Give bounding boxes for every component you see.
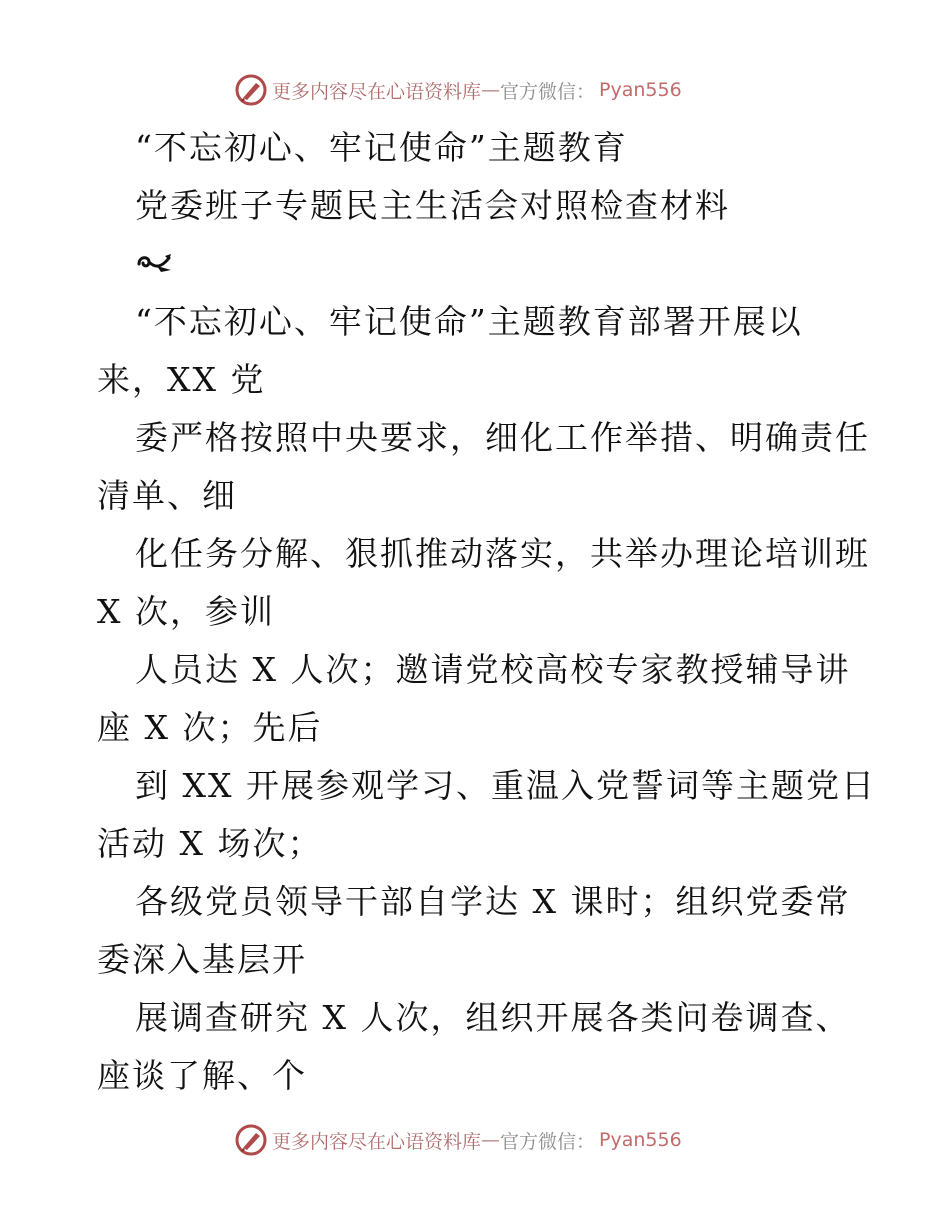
watermark-official-label: 官方微信： <box>500 1130 596 1153</box>
body-line: 委深入基层开 <box>97 940 307 979</box>
body-line: 来，XX 党 <box>97 360 266 399</box>
watermark-official-label: 官方微信： <box>500 80 596 103</box>
watermark-separator: — <box>481 79 501 101</box>
watermark-site-text: 更多内容尽在心语资料库 <box>272 1130 482 1153</box>
document-title-line-2: 党委班子专题民主生活会对照检查材料 <box>135 186 730 225</box>
watermark-separator: — <box>481 1129 501 1151</box>
body-line: 到 XX 开展参观学习、重温入党誓词等主题党日 <box>135 766 876 805</box>
pen-logo-icon <box>234 1123 268 1157</box>
watermark-site-text: 更多内容尽在心语资料库 <box>272 80 482 103</box>
body-line: 人员达 X 人次；邀请党校高校专家教授辅导讲 <box>135 650 851 689</box>
decorative-swirl-icon <box>135 250 175 276</box>
pen-logo-icon <box>234 73 268 107</box>
watermark-handle: Pyan556 <box>599 79 682 101</box>
body-line: 活动 X 场次； <box>97 824 323 863</box>
body-line: “不忘初心、牢记使命”主题教育部署开展以 <box>135 302 803 341</box>
body-line: 各级党员领导干部自学达 X 课时；组织党委常 <box>135 882 851 921</box>
watermark-banner-bottom <box>234 1120 682 1160</box>
watermark-banner-top <box>234 70 682 110</box>
document-title-line-1: “不忘初心、牢记使命”主题教育 <box>135 128 628 167</box>
body-line: 清单、细 <box>97 476 237 515</box>
body-line: 座谈了解、个 <box>97 1056 307 1095</box>
body-line: 化任务分解、狠抓推动落实，共举办理论培训班 <box>135 534 870 573</box>
body-line: X 次，参训 <box>97 592 275 631</box>
body-line: 展调查研究 X 人次，组织开展各类问卷调查、 <box>135 998 851 1037</box>
body-line: 座 X 次；先后 <box>97 708 323 747</box>
body-line: 委严格按照中央要求，细化工作举措、明确责任 <box>135 418 870 457</box>
watermark-handle: Pyan556 <box>599 1129 682 1151</box>
